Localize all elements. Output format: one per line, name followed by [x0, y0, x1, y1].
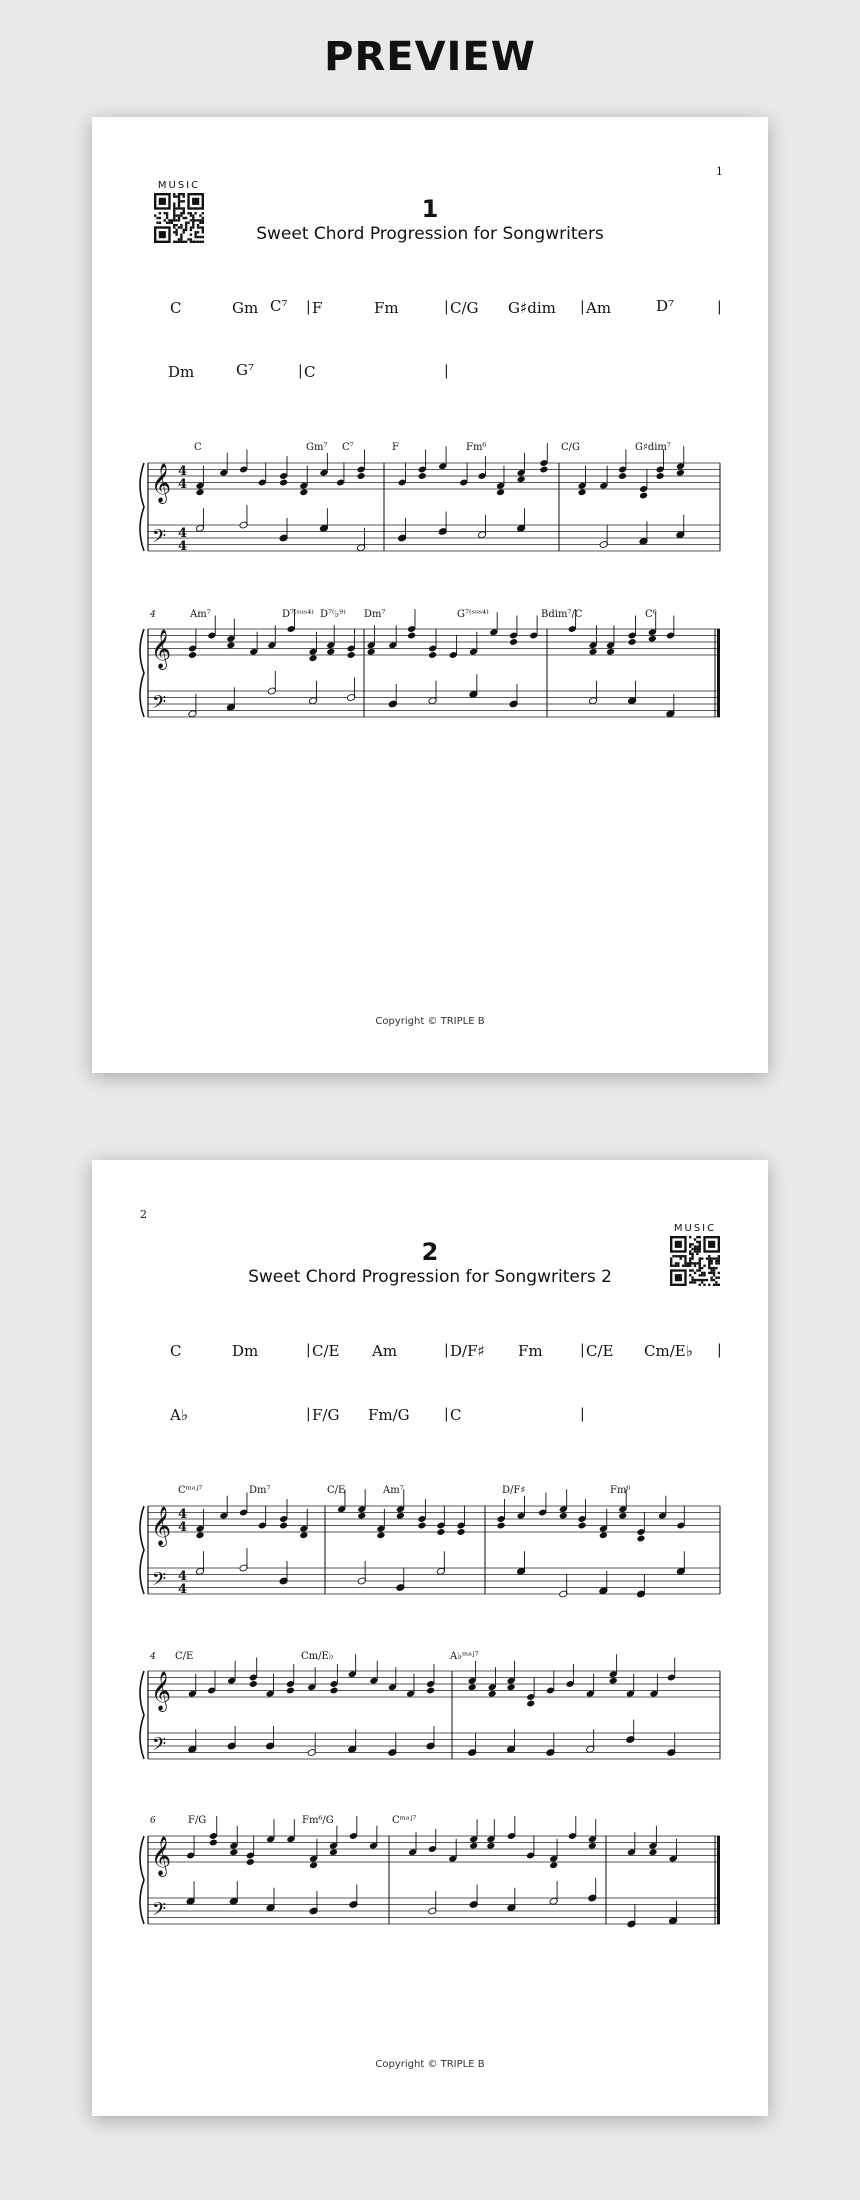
svg-text:𝄢: 𝄢	[152, 526, 167, 552]
chord: Am	[586, 299, 612, 317]
sheet-page-1	[92, 117, 768, 1073]
chord: C/G	[450, 299, 479, 317]
chord: C	[450, 1406, 462, 1424]
grand-staff-system	[140, 609, 720, 718]
chord: Dm	[232, 1342, 259, 1360]
score-chord-label: Fm⁶	[466, 442, 487, 453]
chord: G⁷	[236, 361, 254, 379]
barline: |	[298, 363, 303, 379]
score-chord-label: Bdim⁷/C	[541, 609, 583, 620]
song-number: 1	[421, 195, 439, 223]
score-chord-label: G⁷⁽ˢᵘˢ⁴⁾	[457, 609, 489, 620]
svg-text:4: 4	[178, 526, 188, 541]
page-number: 1	[716, 165, 723, 178]
music-score	[92, 117, 768, 1073]
chord: Cm/E♭	[644, 1342, 693, 1360]
score-chord-label: D/F♯	[502, 1485, 526, 1496]
copyright: Copyright © TRIPLE B	[375, 1016, 485, 1027]
svg-text:4: 4	[178, 539, 188, 554]
svg-text:4: 4	[178, 477, 188, 492]
svg-text:𝄞: 𝄞	[151, 629, 172, 669]
chord: C	[304, 363, 316, 381]
score-chord-label: Cm/E♭	[301, 1651, 334, 1662]
score-chord-label: F	[392, 442, 399, 453]
chord: C⁷	[270, 297, 288, 315]
barline: |	[444, 1342, 449, 1358]
chord: D⁷	[656, 297, 675, 315]
chord: F/G	[312, 1406, 340, 1424]
svg-text:𝄢: 𝄢	[152, 692, 167, 718]
chord: C	[170, 299, 182, 317]
barline: |	[717, 299, 722, 315]
chord: C/E	[312, 1342, 340, 1360]
chord: C/E	[586, 1342, 614, 1360]
svg-text:4: 4	[178, 1507, 188, 1522]
barline: |	[580, 1406, 585, 1422]
sheet-page-2	[92, 1160, 768, 2116]
chord: A♭	[170, 1406, 188, 1424]
preview-title: PREVIEW	[324, 34, 536, 80]
chord: C	[170, 1342, 182, 1360]
qr-label: MUSIC	[673, 1223, 717, 1234]
song-title: Sweet Chord Progression for Songwriters	[256, 224, 604, 244]
chord: G♯dim	[508, 299, 556, 317]
svg-text:4: 4	[178, 464, 188, 479]
score-chord-label: C	[194, 442, 202, 453]
chord: Fm	[374, 299, 399, 317]
chord: Dm	[168, 363, 195, 381]
chord: Fm	[518, 1342, 543, 1360]
qr-label: MUSIC	[157, 180, 201, 191]
score-chord-label: C/E	[327, 1485, 346, 1496]
music-score	[92, 1160, 768, 2116]
score-chord-label: Cᵐᵃʲ⁷	[392, 1815, 417, 1826]
svg-text:4: 4	[178, 1582, 188, 1597]
barline: |	[717, 1342, 722, 1358]
chord: F	[312, 299, 323, 317]
svg-text:𝄞: 𝄞	[151, 1506, 172, 1546]
copyright: Copyright © TRIPLE B	[375, 2059, 485, 2070]
song-number: 2	[421, 1238, 439, 1266]
score-chord-label: Am⁷	[190, 609, 211, 620]
barline: |	[580, 299, 585, 315]
score-chord-label: C/G	[561, 442, 581, 453]
score-chord-label: Dm⁷	[364, 609, 386, 620]
svg-text:4: 4	[178, 1569, 188, 1584]
svg-text:𝄞: 𝄞	[151, 1671, 172, 1711]
score-chord-label: Cᵐᵃʲ⁷	[178, 1485, 203, 1496]
score-chord-label: A♭ᵐᵃʲ⁷	[450, 1651, 479, 1662]
score-chord-label: Am⁷	[383, 1485, 404, 1496]
chord: Am	[372, 1342, 398, 1360]
score-chord-label: C⁷	[342, 442, 354, 453]
barline: |	[580, 1342, 585, 1358]
grand-staff-system	[140, 1816, 720, 1928]
score-chord-label: Gm⁷	[306, 442, 328, 453]
svg-text:𝄢: 𝄢	[152, 1734, 167, 1760]
barline: |	[306, 1406, 311, 1422]
svg-text:𝄞: 𝄞	[151, 463, 172, 503]
svg-text:𝄢: 𝄢	[152, 1569, 167, 1595]
measure-number: 4	[150, 610, 156, 620]
svg-text:4: 4	[178, 1520, 188, 1535]
svg-text:𝄞: 𝄞	[151, 1836, 172, 1876]
score-chord-label: D⁷⁽♭⁹⁾	[320, 609, 346, 620]
chord: D/F♯	[450, 1342, 485, 1360]
svg-text:𝄢: 𝄢	[152, 1899, 167, 1925]
page-number: 2	[140, 1208, 147, 1221]
barline: |	[306, 1342, 311, 1358]
chord: Gm	[232, 299, 259, 317]
score-chord-label: D⁷⁽ˢᵘˢ⁴⁾	[282, 609, 314, 620]
measure-number: 6	[150, 1816, 156, 1826]
score-chord-label: G♯dim⁷	[635, 442, 671, 453]
song-title: Sweet Chord Progression for Songwriters 2	[248, 1267, 612, 1287]
barline: |	[444, 299, 449, 315]
score-chord-label: F/G	[188, 1815, 207, 1826]
barline: |	[444, 1406, 449, 1422]
score-chord-label: Fm⁶/G	[302, 1815, 334, 1826]
barline: |	[444, 363, 449, 379]
grand-staff-system	[140, 443, 720, 554]
barline: |	[306, 299, 311, 315]
score-chord-label: C⁶	[645, 609, 657, 620]
chord: Fm/G	[368, 1406, 410, 1424]
measure-number: 4	[150, 1652, 156, 1662]
grand-staff-system	[140, 1654, 720, 1759]
score-chord-label: C/E	[175, 1651, 194, 1662]
score-chord-label: Dm⁷	[249, 1485, 271, 1496]
grand-staff-system	[140, 1489, 720, 1598]
score-chord-label: Fm⁶	[610, 1485, 631, 1496]
